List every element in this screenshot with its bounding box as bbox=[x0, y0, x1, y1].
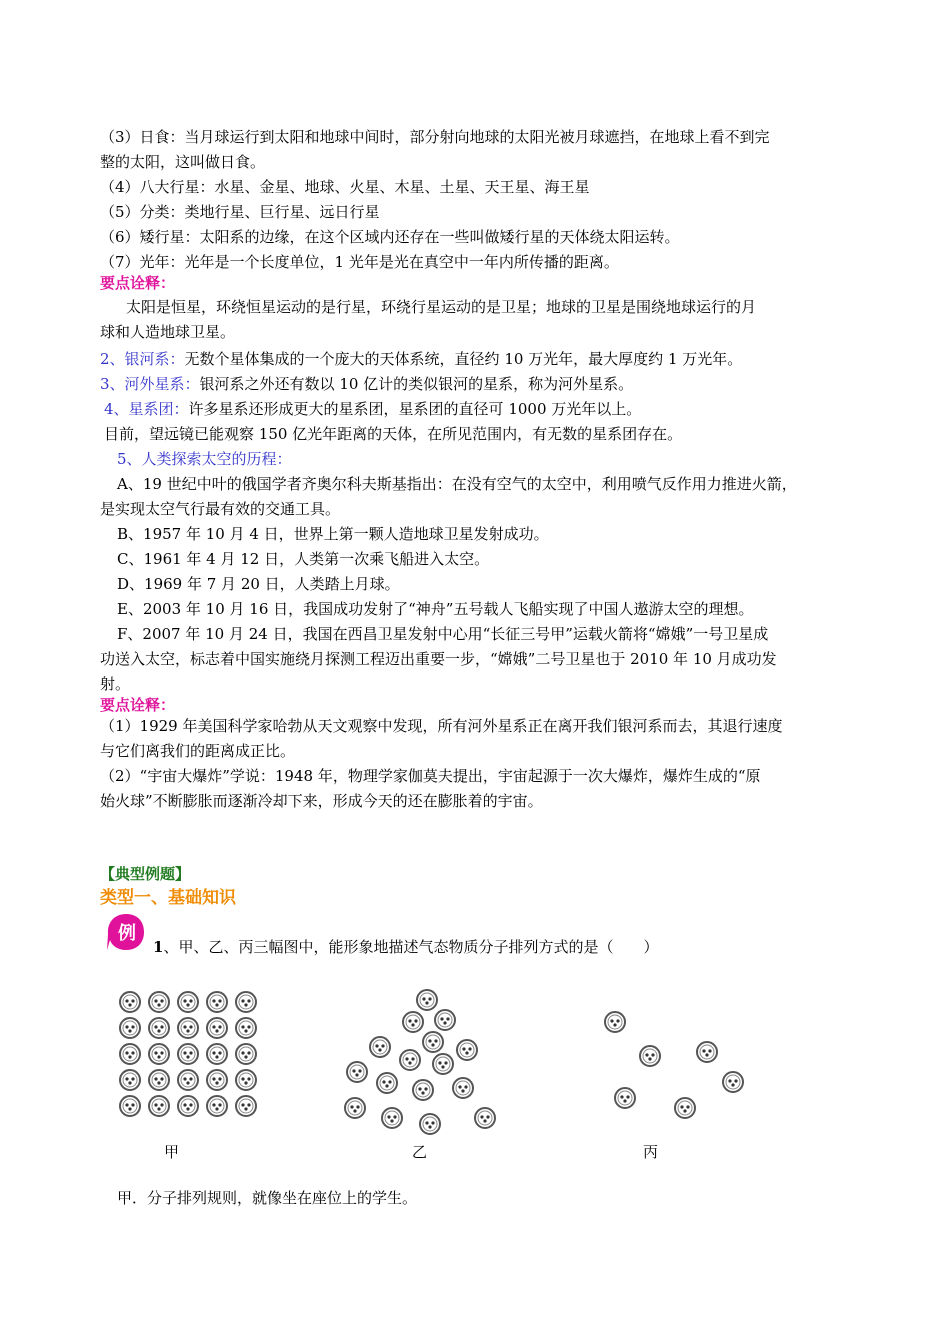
typical-examples-heading: 【典型例题】 bbox=[100, 865, 191, 883]
text-line: C、1961 年 4 月 12 日，人类第一次乘飞船进入太空。 bbox=[117, 550, 490, 568]
molecule-icon bbox=[675, 1098, 695, 1118]
molecule-icon bbox=[178, 992, 198, 1012]
text-line: B、1957 年 10 月 4 日，世界上第一颗人造地球卫星发射成功。 bbox=[117, 525, 549, 543]
key-points-heading: 要点诠释： bbox=[100, 696, 176, 714]
section-heading: 3、河外星系： bbox=[100, 375, 200, 393]
section-heading: 2、银河系： bbox=[100, 350, 185, 368]
section-body: 银河系之外还有数以 10 亿计的类似银河的星系，称为河外星系。 bbox=[199, 375, 634, 393]
section-heading: 5、人类探索太空的历程： bbox=[117, 450, 292, 468]
section-heading: 4、星系团： bbox=[104, 400, 189, 418]
molecule-icon bbox=[236, 1096, 256, 1116]
text-line: D、1969 年 7 月 20 日，人类踏上月球。 bbox=[117, 575, 400, 593]
text-line: 是实现太空气行最有效的交通工具。 bbox=[100, 500, 341, 518]
molecule-icon bbox=[149, 1018, 169, 1038]
text-line: （5）分类：类地行星、巨行星、远日行星 bbox=[100, 203, 380, 221]
molecule-icon bbox=[697, 1042, 717, 1062]
text-line: 始火球”不断膨胀而逐渐冷却下来，形成今天的还在膨胀着的宇宙。 bbox=[100, 792, 543, 810]
molecule-icon bbox=[420, 1114, 440, 1134]
molecule-icon bbox=[178, 1044, 198, 1064]
text-line: （2）“宇宙大爆炸”学说：1948 年，物理学家伽莫夫提出，宇宙起源于一次大爆炸，爆炸生成的“原 bbox=[100, 767, 761, 785]
text-line: （3）日食：当月球运行到太阳和地球中间时，部分射向地球的太阳光被月球遮挡，在地球上看不到完 bbox=[100, 128, 770, 146]
section-galaxies bbox=[100, 374, 633, 394]
text-line: F、2007 年 10 月 24 日，我国在西昌卫星发射中心用“长征三号甲”运载火箭将“嫦娥”一号卫星成 bbox=[117, 625, 769, 643]
molecule-icon bbox=[149, 1070, 169, 1090]
molecule-icon bbox=[417, 990, 437, 1010]
molecule-icon bbox=[475, 1108, 495, 1128]
molecule-icon bbox=[345, 1098, 365, 1118]
molecule-icon bbox=[207, 992, 227, 1012]
example-badge-icon bbox=[106, 912, 146, 952]
molecule-icon bbox=[149, 1096, 169, 1116]
text-line: （4）八大行星：水星、金星、地球、火星、木星、土星、天王星、海王星 bbox=[100, 178, 590, 196]
text-line: E、2003 年 10 月 16 日，我国成功发射了“神舟”五号载人飞船实现了中国人遨游太空的理想。 bbox=[117, 600, 754, 618]
molecule-icon bbox=[236, 1018, 256, 1038]
molecule-icon bbox=[640, 1046, 660, 1066]
molecule-icon bbox=[453, 1078, 473, 1098]
section-body: 许多星系还形成更大的星系团，星系团的直径可 1000 万光年以上。 bbox=[188, 400, 642, 418]
section-milky-way bbox=[100, 349, 742, 369]
molecule-icon bbox=[178, 1070, 198, 1090]
molecule-icon bbox=[207, 1044, 227, 1064]
molecule-icon bbox=[120, 1096, 140, 1116]
figure-caption-c: 丙 bbox=[643, 1143, 659, 1161]
figure-liquid-molecules bbox=[335, 980, 510, 1145]
molecule-icon bbox=[347, 1062, 367, 1082]
molecule-icon bbox=[382, 1108, 402, 1128]
molecule-icon bbox=[120, 1018, 140, 1038]
molecule-icon bbox=[403, 1012, 423, 1032]
text-line: A、19 世纪中叶的俄国学者齐奥尔科夫斯基指出：在没有空气的太空中，利用喷气反作用力推进火箭， bbox=[117, 475, 797, 493]
question-number: 1 bbox=[153, 938, 164, 956]
molecule-icon bbox=[435, 1010, 455, 1030]
molecule-icon bbox=[120, 1044, 140, 1064]
figure-caption-b: 乙 bbox=[412, 1143, 428, 1161]
molecule-icon bbox=[178, 1096, 198, 1116]
molecule-icon bbox=[120, 1070, 140, 1090]
molecule-icon bbox=[457, 1040, 477, 1060]
text-line: 整的太阳，这叫做日食。 bbox=[100, 153, 266, 171]
question-line bbox=[153, 937, 658, 957]
molecule-icon bbox=[400, 1050, 420, 1070]
type-one-heading: 类型一、基础知识 bbox=[100, 888, 236, 908]
figure-gas-molecules bbox=[595, 980, 755, 1130]
text-line: 太阳是恒星，环绕恒星运动的是行星，环绕行星运动的是卫星；地球的卫星是围绕地球运行的月 bbox=[126, 298, 757, 316]
molecule-icon bbox=[377, 1073, 397, 1093]
molecule-icon bbox=[236, 1070, 256, 1090]
molecule-icon bbox=[120, 992, 140, 1012]
molecule-icon bbox=[149, 992, 169, 1012]
molecule-icon bbox=[723, 1072, 743, 1092]
molecule-icon bbox=[207, 1096, 227, 1116]
text-line: 射。 bbox=[100, 675, 131, 693]
key-points-heading: 要点诠释： bbox=[100, 274, 176, 292]
molecule-icon bbox=[178, 1018, 198, 1038]
question-text: 、甲、乙、丙三幅图中，能形象地描述气态物质分子排列方式的是（ ） bbox=[163, 938, 659, 956]
molecule-icon bbox=[207, 1018, 227, 1038]
text-line: 球和人造地球卫星。 bbox=[100, 323, 236, 341]
answer-line: 甲．分子排列规则，就像坐在座位上的学生。 bbox=[117, 1189, 418, 1207]
molecule-icon bbox=[615, 1088, 635, 1108]
text-line: （1）1929 年美国科学家哈勃从天文观察中发现，所有河外星系正在离开我们银河系而去，其退行速度 bbox=[100, 717, 783, 735]
molecule-icon bbox=[413, 1080, 433, 1100]
text-line: （6）矮行星：太阳系的边缘，在这个区域内还存在一些叫做矮行星的天体绕太阳运转。 bbox=[100, 228, 680, 246]
molecule-icon bbox=[423, 1032, 443, 1052]
figure-solid-molecules bbox=[112, 980, 277, 1130]
text-line: 目前，望远镜已能观察 150 亿光年距离的天体，在所见范围内，有无数的星系团存在。 bbox=[104, 425, 683, 443]
molecule-icon bbox=[236, 992, 256, 1012]
molecule-icon bbox=[370, 1037, 390, 1057]
text-line: 与它们离我们的距离成正比。 bbox=[100, 742, 296, 760]
figure-caption-a: 甲 bbox=[164, 1143, 180, 1161]
molecule-icon bbox=[149, 1044, 169, 1064]
molecule-icon bbox=[605, 1012, 625, 1032]
badge-label: 例 bbox=[118, 923, 136, 944]
text-line: 功送入太空，标志着中国实施绕月探测工程迈出重要一步，“嫦娥”二号卫星也于 2010 年 10 月成功发 bbox=[100, 650, 777, 668]
molecule-icon bbox=[207, 1070, 227, 1090]
section-body: 无数个星体集成的一个庞大的天体系统，直径约 10 万光年，最大厚度约 1 万光年。 bbox=[184, 350, 743, 368]
section-clusters bbox=[104, 399, 641, 419]
molecule-icon bbox=[433, 1054, 453, 1074]
text-line: （7）光年：光年是一个长度单位，1 光年是光在真空中一年内所传播的距离。 bbox=[100, 253, 619, 271]
molecule-icon bbox=[236, 1044, 256, 1064]
